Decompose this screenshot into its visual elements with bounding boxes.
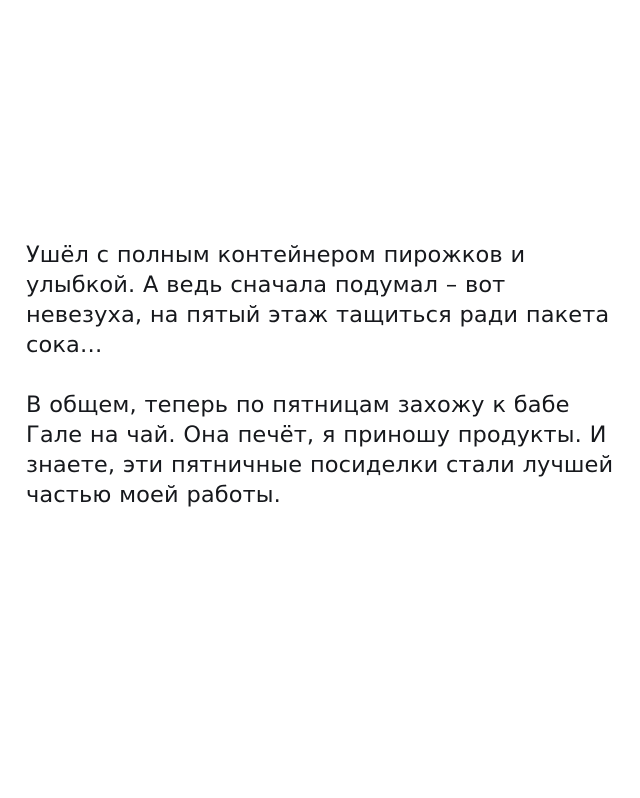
story-paragraph-1: Ушёл с полным контейнером пирожков и улыбкой. А ведь сначала подумал – вот невезуха, на пятый этаж тащиться ради пакета сока… <box>26 242 610 358</box>
story-paragraph-2: В общем, теперь по пятницам захожу к бабе Гале на чай. Она печёт, я приношу продукты. И знаете, эти пятничные посиделки стали лучшей частью моей работы. <box>26 392 614 508</box>
story-text-block <box>26 240 618 510</box>
